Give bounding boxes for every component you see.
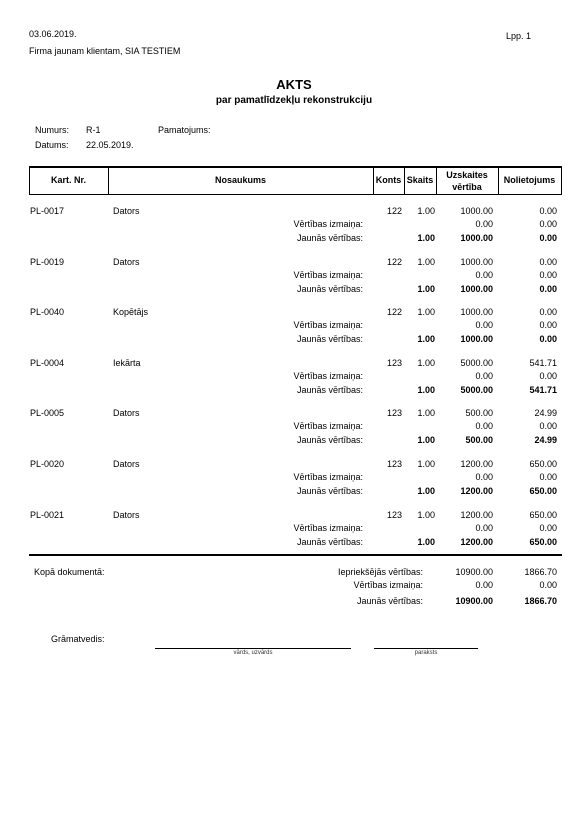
print-date: 03.06.2019. <box>29 29 77 39</box>
new-label: Jaunās vērtības: <box>296 334 363 344</box>
new-depreciation: 0.00 <box>539 284 557 294</box>
asset-name: Iekārta <box>113 358 141 368</box>
totals-change-value: 0.00 <box>475 580 493 590</box>
date-label: Datums: <box>35 140 69 150</box>
totals-new-label: Jaunās vērtības: <box>356 596 423 606</box>
signature-line <box>374 648 478 649</box>
document-title: AKTS <box>276 77 312 92</box>
book-value: 1000.00 <box>460 307 493 317</box>
asset-name: Kopētājs <box>113 307 149 317</box>
new-value: 1000.00 <box>460 334 493 344</box>
new-value: 500.00 <box>465 435 493 445</box>
new-quantity: 1.00 <box>417 385 435 395</box>
depreciation: 0.00 <box>539 257 557 267</box>
asset-name: Dators <box>113 459 140 469</box>
card-number: PL-0017 <box>30 206 65 216</box>
change-value: 0.00 <box>475 270 493 280</box>
card-number: PL-0019 <box>30 257 65 267</box>
book-value: 1000.00 <box>460 206 493 216</box>
totals-prev-dep: 1866.70 <box>524 567 557 577</box>
signature-caption: paraksts <box>414 650 438 656</box>
date-value: 22.05.2019. <box>86 140 134 150</box>
col-value-line2: vērtība <box>452 182 482 192</box>
totals-new-dep: 1866.70 <box>524 596 557 606</box>
account: 123 <box>386 510 402 520</box>
quantity: 1.00 <box>417 257 435 267</box>
new-depreciation: 650.00 <box>529 537 557 547</box>
new-value: 1200.00 <box>460 537 493 547</box>
card-number: PL-0040 <box>30 307 65 317</box>
book-value: 500.00 <box>465 408 493 418</box>
card-number: PL-0005 <box>30 408 65 418</box>
new-value: 1000.00 <box>460 233 493 243</box>
depreciation: 650.00 <box>529 459 557 469</box>
col-account: Konts <box>375 175 402 185</box>
change-depreciation: 0.00 <box>539 523 557 533</box>
totals-change-dep: 0.00 <box>539 580 557 590</box>
col-depreciation: Nolietojums <box>503 175 556 185</box>
change-label: Vērtības izmaiņa: <box>293 472 363 482</box>
asset-name: Dators <box>113 206 140 216</box>
change-value: 0.00 <box>475 320 493 330</box>
book-value: 1000.00 <box>460 257 493 267</box>
new-depreciation: 650.00 <box>529 486 557 496</box>
book-value: 1200.00 <box>460 459 493 469</box>
new-label: Jaunās vērtības: <box>296 385 363 395</box>
card-number: PL-0020 <box>30 459 65 469</box>
basis-label: Pamatojums: <box>158 125 211 135</box>
asset-name: Dators <box>113 510 140 520</box>
new-depreciation: 0.00 <box>539 334 557 344</box>
change-depreciation: 0.00 <box>539 270 557 280</box>
account: 122 <box>386 257 402 267</box>
new-value: 1000.00 <box>460 284 493 294</box>
number-value: R-1 <box>86 125 101 135</box>
card-number: PL-0021 <box>30 510 65 520</box>
change-label: Vērtības izmaiņa: <box>293 523 363 533</box>
new-quantity: 1.00 <box>417 334 435 344</box>
book-value: 1200.00 <box>460 510 493 520</box>
col-value-line1: Uzskaites <box>446 170 488 180</box>
document-subtitle: par pamatlīdzekļu rekonstrukciju <box>215 95 373 106</box>
depreciation: 650.00 <box>529 510 557 520</box>
name-line <box>155 648 351 649</box>
change-value: 0.00 <box>475 219 493 229</box>
col-card: Kart. Nr. <box>50 175 86 185</box>
company-name: Firma jaunam klientam, SIA TESTIEM <box>29 46 181 56</box>
account: 122 <box>386 307 402 317</box>
change-label: Vērtības izmaiņa: <box>293 270 363 280</box>
change-value: 0.00 <box>475 523 493 533</box>
change-label: Vērtības izmaiņa: <box>293 371 363 381</box>
quantity: 1.00 <box>417 408 435 418</box>
page-number: Lpp. 1 <box>506 31 532 41</box>
new-quantity: 1.00 <box>417 537 435 547</box>
new-depreciation: 541.71 <box>529 385 557 395</box>
depreciation: 0.00 <box>539 307 557 317</box>
asset-name: Dators <box>113 257 140 267</box>
change-value: 0.00 <box>475 371 493 381</box>
card-number: PL-0004 <box>30 358 65 368</box>
change-depreciation: 0.00 <box>539 219 557 229</box>
totals-change-label: Vērtības izmaiņa: <box>353 580 423 590</box>
totals-prev-label: Iepriekšējās vērtības: <box>337 567 423 577</box>
change-value: 0.00 <box>475 421 493 431</box>
new-label: Jaunās vērtības: <box>296 537 363 547</box>
account: 123 <box>386 358 402 368</box>
change-value: 0.00 <box>475 472 493 482</box>
quantity: 1.00 <box>417 510 435 520</box>
new-label: Jaunās vērtības: <box>296 284 363 294</box>
account: 122 <box>386 206 402 216</box>
new-label: Jaunās vērtības: <box>296 435 363 445</box>
asset-name: Dators <box>113 408 140 418</box>
quantity: 1.00 <box>417 206 435 216</box>
totals-prev-value: 10900.00 <box>455 567 493 577</box>
quantity: 1.00 <box>417 307 435 317</box>
new-label: Jaunās vērtības: <box>296 486 363 496</box>
depreciation: 541.71 <box>529 358 557 368</box>
new-depreciation: 24.99 <box>534 435 557 445</box>
new-quantity: 1.00 <box>417 233 435 243</box>
totals-label: Kopā dokumentā: <box>34 567 105 577</box>
book-value: 5000.00 <box>460 358 493 368</box>
change-label: Vērtības izmaiņa: <box>293 421 363 431</box>
col-qty: Skaits <box>406 175 434 185</box>
new-depreciation: 0.00 <box>539 233 557 243</box>
quantity: 1.00 <box>417 358 435 368</box>
accountant-label: Grāmatvedis: <box>51 634 105 644</box>
number-label: Numurs: <box>35 125 70 135</box>
depreciation: 24.99 <box>534 408 557 418</box>
change-depreciation: 0.00 <box>539 472 557 482</box>
change-label: Vērtības izmaiņa: <box>293 219 363 229</box>
new-value: 1200.00 <box>460 486 493 496</box>
change-depreciation: 0.00 <box>539 421 557 431</box>
change-depreciation: 0.00 <box>539 320 557 330</box>
name-caption: vārds, uzvārds <box>233 650 273 656</box>
depreciation: 0.00 <box>539 206 557 216</box>
account: 123 <box>386 408 402 418</box>
new-value: 5000.00 <box>460 385 493 395</box>
account: 123 <box>386 459 402 469</box>
new-quantity: 1.00 <box>417 486 435 496</box>
change-label: Vērtības izmaiņa: <box>293 320 363 330</box>
new-label: Jaunās vērtības: <box>296 233 363 243</box>
new-quantity: 1.00 <box>417 435 435 445</box>
change-depreciation: 0.00 <box>539 371 557 381</box>
col-name: Nosaukums <box>214 175 267 185</box>
totals-new-value: 10900.00 <box>455 596 493 606</box>
quantity: 1.00 <box>417 459 435 469</box>
new-quantity: 1.00 <box>417 284 435 294</box>
